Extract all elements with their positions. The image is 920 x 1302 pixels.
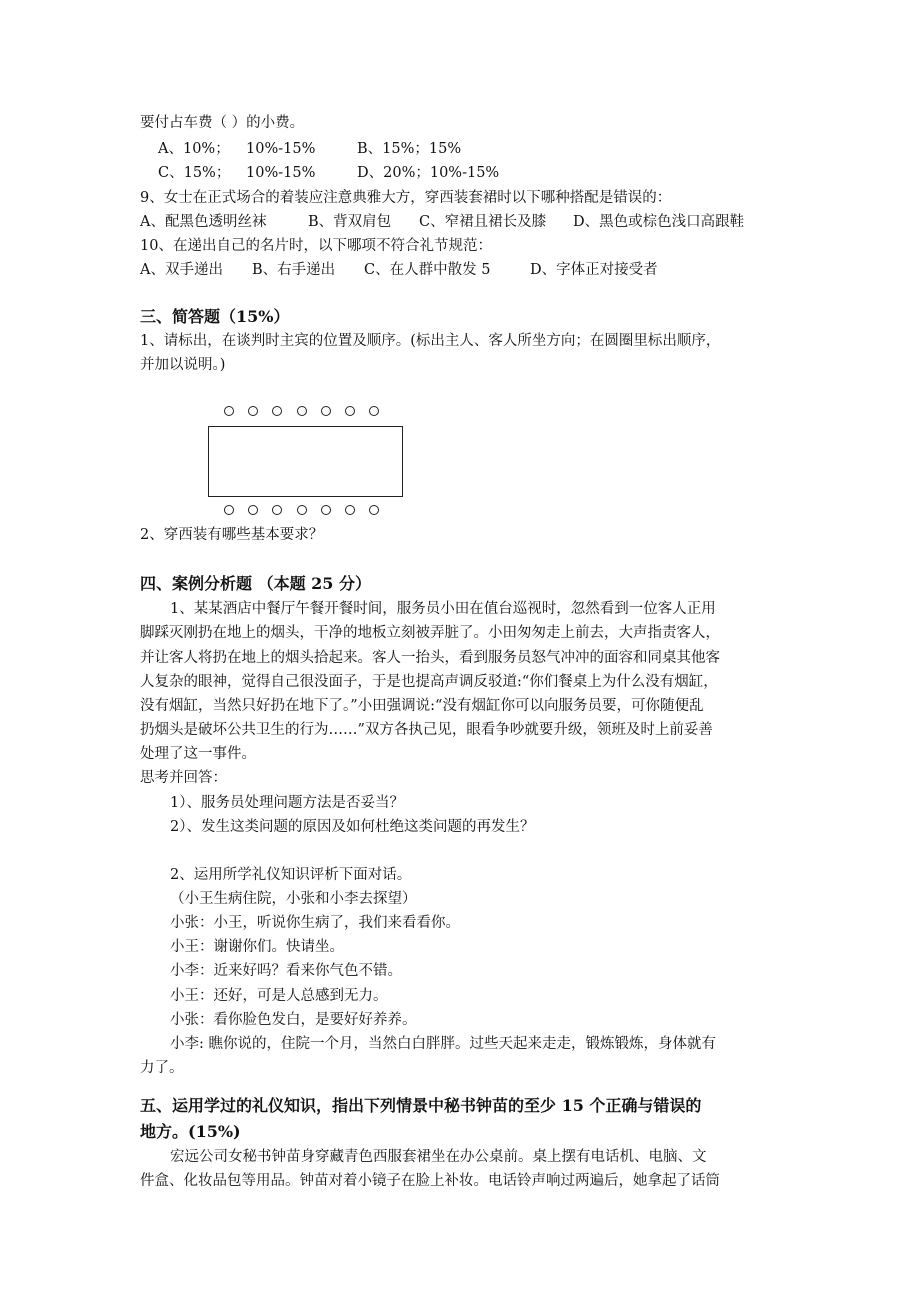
bottom-seat-circle bbox=[321, 505, 331, 515]
q8-option: B、15%；15% bbox=[357, 141, 462, 157]
bottom-seat-circle bbox=[369, 505, 379, 515]
q8-options-row-2 bbox=[158, 166, 499, 181]
bottom-seat-circle bbox=[224, 505, 234, 515]
q8-option: 10%-15% bbox=[246, 141, 316, 157]
top-seat-circle bbox=[272, 406, 282, 416]
dialog-line: 小李：近来好吗？看来你气色不错。 bbox=[170, 963, 402, 979]
q8-option: A、10%； bbox=[158, 141, 230, 157]
q9-option: B、背双肩包 bbox=[308, 214, 392, 230]
q10-option: D、字体正对接受者 bbox=[530, 262, 658, 278]
q10-option: C、在人群中散发 5 bbox=[364, 262, 491, 278]
case1-line: 并让客人将扔在地上的烟头拾起来。客人一抬头，看到服务员怒气冲冲的面容和同桌其他客 bbox=[140, 650, 720, 666]
section-5-title: 地方。(15%) bbox=[140, 1122, 241, 1141]
sub-question-2: 2）、发生这类问题的原因及如何杜绝这类问题的再发生？ bbox=[170, 819, 535, 835]
top-seat-circle bbox=[321, 406, 331, 416]
q10-stem: 10、在递出自己的名片时，以下哪项不符合礼节规范： bbox=[140, 238, 492, 254]
q8-option: C、15%； bbox=[158, 165, 231, 181]
q9-option: D、黑色或棕色浅口高跟鞋 bbox=[573, 214, 745, 230]
dialog-line: 小张：看你脸色发白，是要好好养养。 bbox=[170, 1012, 417, 1028]
dialog-line: 小李: 瞧你说的，住院一个月，当然白白胖胖。过些天起来走走，锻炼锻炼，身体就有 bbox=[170, 1036, 716, 1052]
case1-line: 处理了这一事件。 bbox=[140, 746, 256, 762]
top-seat-circle bbox=[248, 406, 258, 416]
q9-stem: 9、女士在正式场合的着装应注意典雅大方，穿西装套裙时以下哪种搭配是错误的： bbox=[140, 190, 672, 206]
sec3-q1-line: 1、请标出，在谈判时主宾的位置及顺序。(标出主人、客人所坐方向；在圆圈里标出顺序， bbox=[140, 333, 721, 349]
q8-options-row-1 bbox=[158, 142, 461, 157]
top-seat-circle bbox=[224, 406, 234, 416]
top-seat-circle bbox=[297, 406, 307, 416]
bottom-seat-circle bbox=[248, 505, 258, 515]
bottom-seat-circle bbox=[297, 505, 307, 515]
case2-context: （小王生病住院，小张和小李去探望） bbox=[170, 891, 417, 907]
bottom-seat-circle bbox=[345, 505, 355, 515]
section-5-title: 五、运用学过的礼仪知识，指出下列情景中秘书钟苗的至少 15 个正确与错误的 bbox=[140, 1096, 702, 1115]
q9-option: A、配黑色透明丝袜 bbox=[140, 214, 267, 230]
section-3-title: 三、简答题（15%） bbox=[140, 307, 290, 326]
case1-line: 扔烟头是破坏公共卫生的行为……”双方各执己见，眼看争吵就要升级，领班及时上前妥善 bbox=[140, 722, 713, 738]
case1-line: 没有烟缸，当然只好扔在地下了。”小田强调说:“没有烟缸你可以向服务员要，可你随便乱 bbox=[140, 698, 704, 714]
top-seat-circle bbox=[369, 406, 379, 416]
q10-option: B、右手递出 bbox=[252, 262, 336, 278]
case2-title: 2、运用所学礼仪知识评析下面对话。 bbox=[170, 867, 412, 883]
dialog-line: 小张：小王，听说你生病了，我们来看看你。 bbox=[170, 915, 460, 931]
q10-option: A、双手递出 bbox=[140, 262, 223, 278]
top-seat-circle bbox=[345, 406, 355, 416]
case1-line: 1、某某酒店中餐厅午餐开餐时间，服务员小田在值台巡视时，忽然看到一位客人正用 bbox=[170, 601, 716, 617]
dialog-line: 力了。 bbox=[140, 1060, 184, 1076]
dialog-line: 小王：还好，可是人总感到无力。 bbox=[170, 988, 388, 1004]
sec3-q2: 2、穿西装有哪些基本要求？ bbox=[140, 527, 324, 543]
case1-line: 人复杂的眼神，觉得自己很没面子，于是也提高声调反驳道:“你们餐桌上为什么没有烟缸， bbox=[140, 674, 718, 690]
section-4-title: 四、案例分析题 （本题 25 分） bbox=[140, 574, 371, 593]
bottom-seat-circle bbox=[272, 505, 282, 515]
q9-options bbox=[140, 215, 744, 230]
sub-question-1: 1）、服务员处理问题方法是否妥当？ bbox=[170, 795, 404, 811]
dialog-line: 小王：谢谢你们。快请坐。 bbox=[170, 939, 344, 955]
sec3-q1-line: 并加以说明。) bbox=[140, 357, 226, 373]
q10-options bbox=[140, 263, 658, 278]
negotiation-table bbox=[208, 426, 403, 497]
sec5-body-line: 宏远公司女秘书钟苗身穿藏青色西服套裙坐在办公桌前。桌上摆有电话机、电脑、文 bbox=[170, 1149, 707, 1165]
sec5-body-line: 件盒、化妆品包等用品。钟苗对着小镜子在脸上补妆。电话铃声响过两遍后，她拿起了话筒 bbox=[140, 1173, 720, 1189]
q9-option: C、窄裙且裙长及膝 bbox=[419, 214, 547, 230]
q8-stem: 要付占车费（ ）的小费。 bbox=[140, 115, 305, 131]
case1-line: 脚踩灭刚扔在地上的烟头，干净的地板立刻被弄脏了。小田匆匆走上前去，大声指责客人， bbox=[140, 625, 720, 641]
q8-option: D、20%；10%-15% bbox=[357, 165, 500, 181]
q8-option: 10%-15% bbox=[246, 165, 316, 181]
think-prompt: 思考并回答： bbox=[140, 770, 227, 786]
